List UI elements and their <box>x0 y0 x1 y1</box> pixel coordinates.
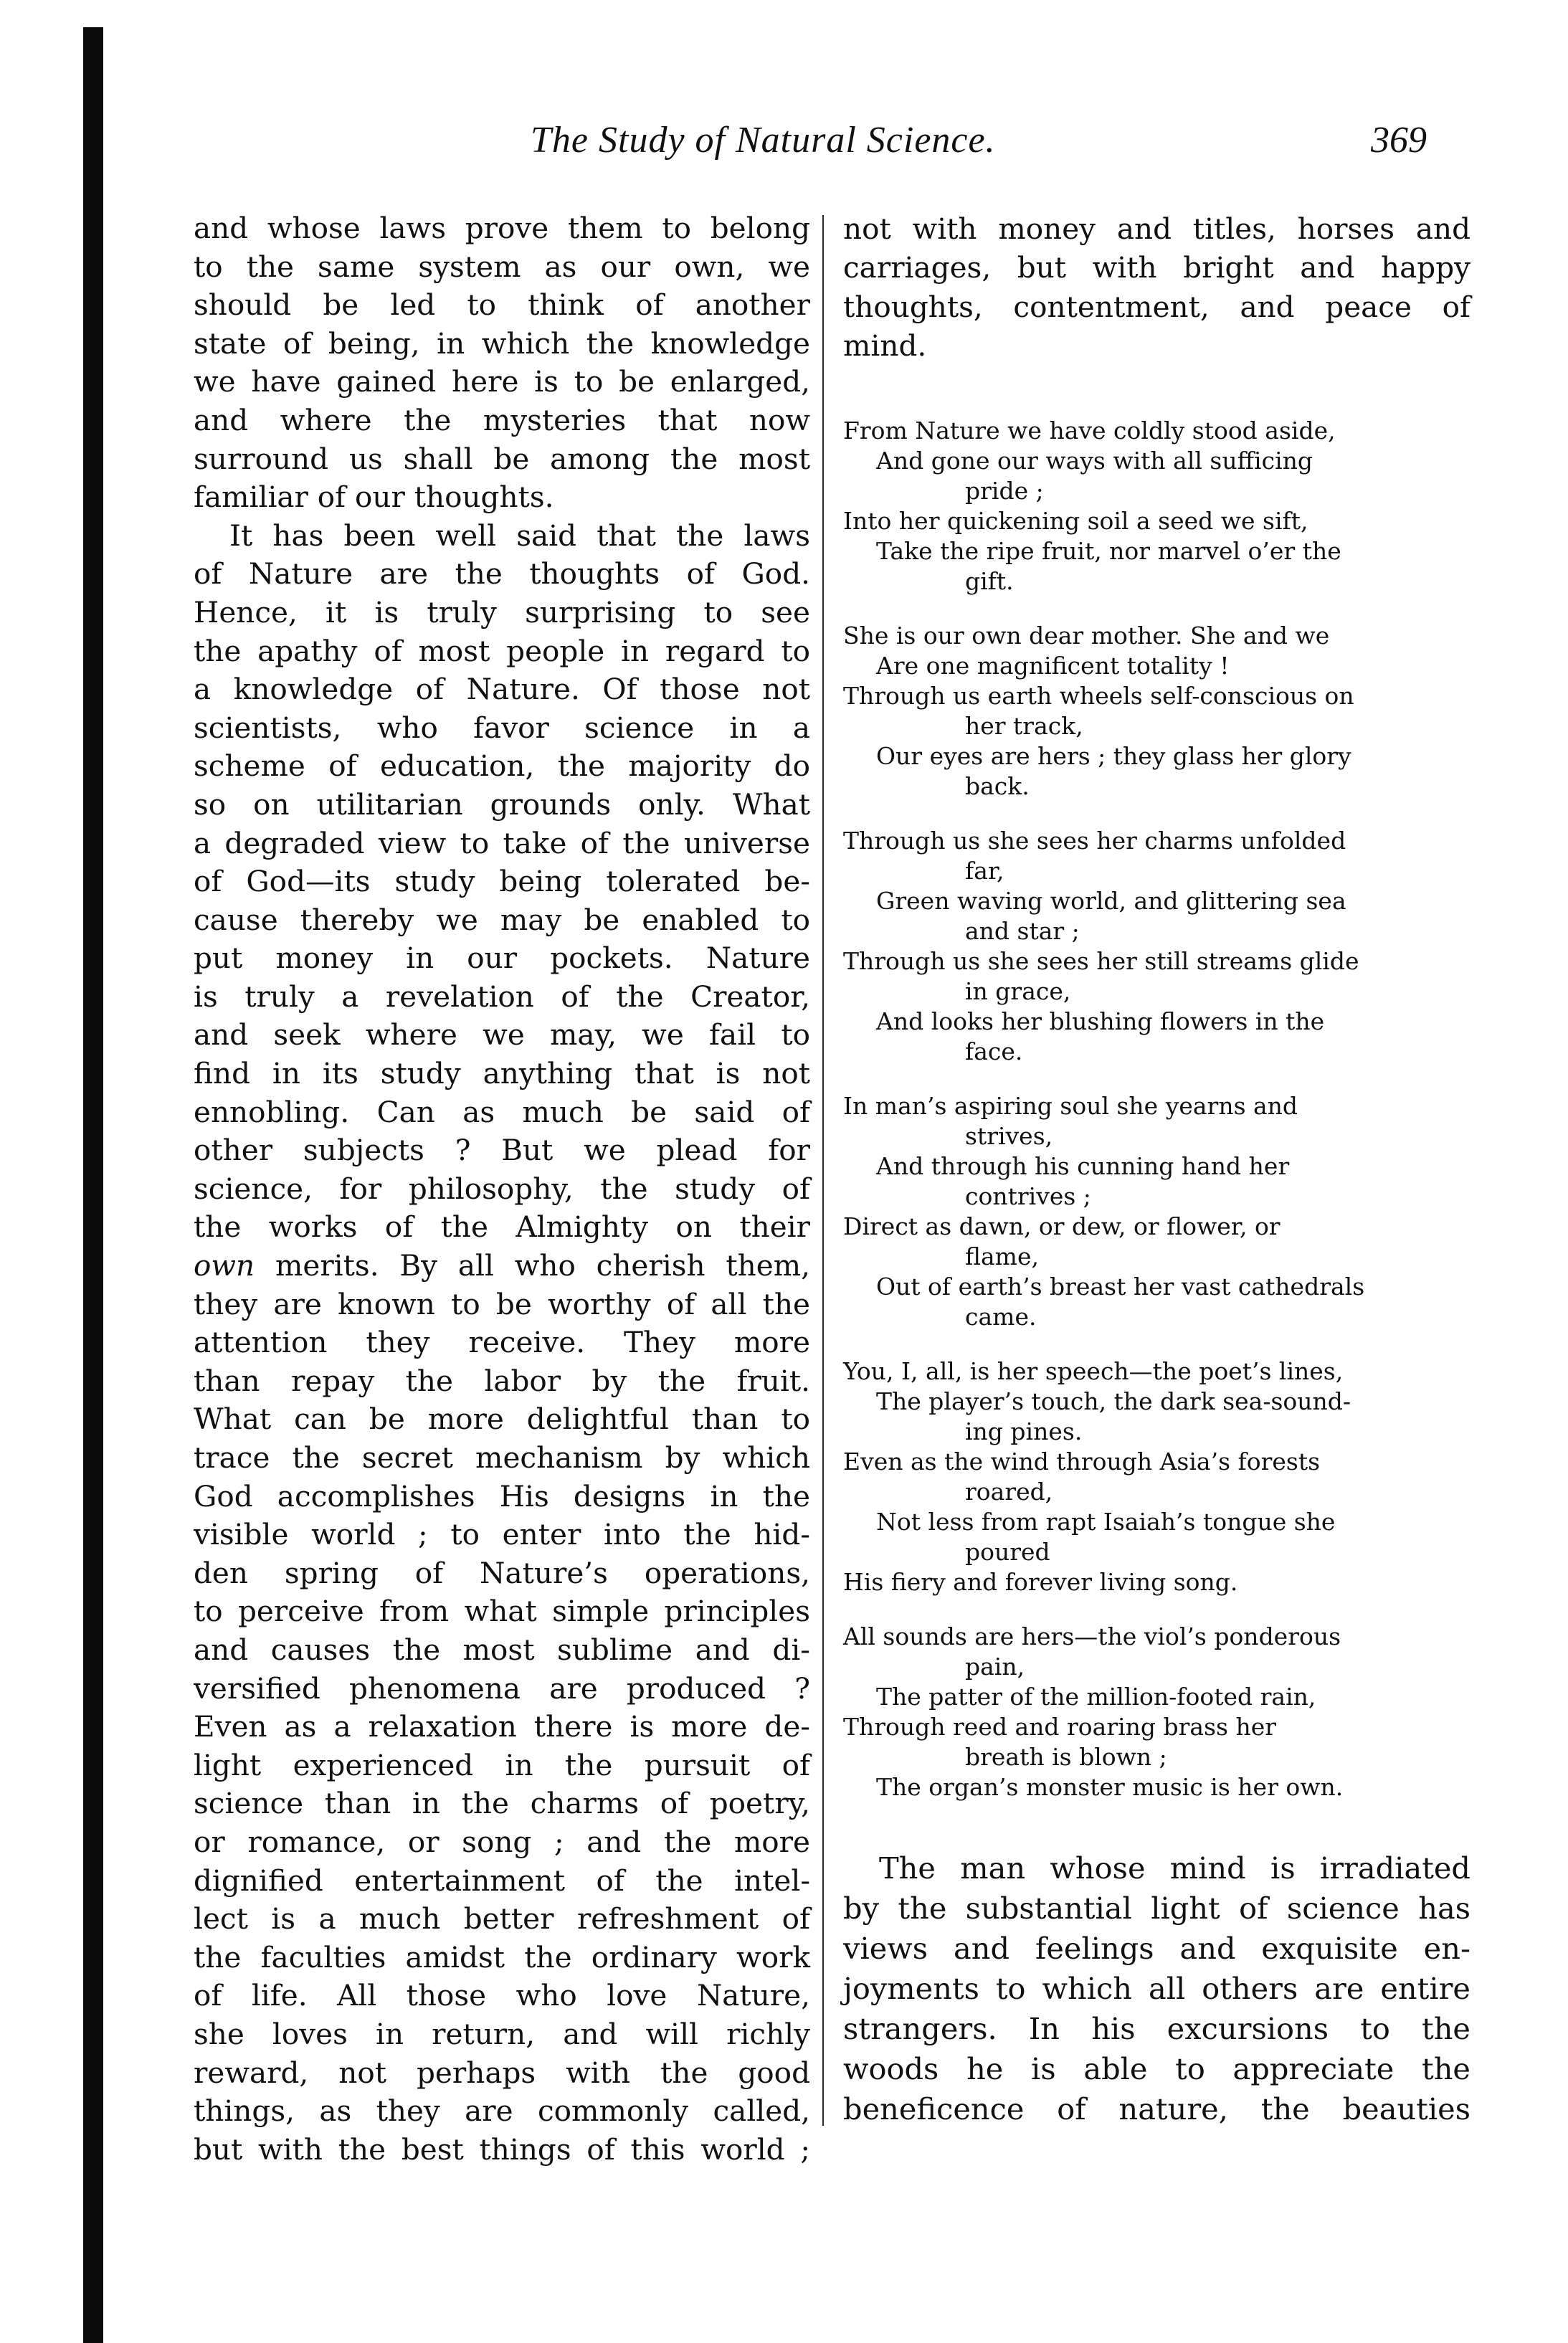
text-line: ennobling. Can as much be said of <box>194 1094 810 1129</box>
text-line: and whose laws prove them to belong <box>194 211 810 245</box>
emphasized-word: own <box>194 1248 255 1283</box>
text-line: to perceive from what simple principles <box>194 1594 810 1629</box>
poem-line: gift. <box>965 566 1014 595</box>
text-line: than repay the labor by the fruit. <box>194 1363 810 1398</box>
text-line: the apathy of most people in regard to <box>194 633 810 668</box>
poem-line: And gone our ways with all sufficing <box>876 446 1313 475</box>
text-line: by the substantial light of science has <box>843 1890 1470 1926</box>
poem-line: The organ’s monster music is her own. <box>876 1772 1344 1801</box>
text-line: should be led to think of another <box>194 287 810 323</box>
poem-line: Through us she sees her still streams glide <box>843 946 1359 975</box>
text-line: other subjects ? But we plead for <box>194 1133 810 1168</box>
text-line: own merits. By all who cherish them, <box>194 1248 810 1283</box>
text-line: find in its study anything that is not <box>194 1056 810 1091</box>
poem-stanza <box>843 621 1470 802</box>
text-line: den spring of Nature’s operations, <box>194 1555 810 1590</box>
poem-line: contrives ; <box>965 1182 1091 1210</box>
poem-line: in grace, <box>965 976 1071 1005</box>
poem-line: You, I, all, is her speech—the poet’s lines, <box>843 1356 1344 1385</box>
text-line: to the same system as our own, we <box>194 249 810 284</box>
text-line: reward, not perhaps with the good <box>194 2055 810 2090</box>
page-header <box>0 119 1568 169</box>
text-line: joyments to which all others are entire <box>843 1970 1470 2006</box>
poem-line: The player’s touch, the dark sea-sound- <box>876 1387 1351 1415</box>
poem-line: strives, <box>965 1121 1053 1150</box>
text-line: carriages, but with bright and happy <box>843 250 1470 285</box>
text-line: is truly a revelation of the Creator, <box>194 979 810 1014</box>
poem-line: His fiery and forever living song. <box>843 1567 1238 1596</box>
text-line: and causes the most sublime and di- <box>194 1632 810 1667</box>
poem-line: poured <box>965 1537 1050 1566</box>
poem-line: roared, <box>965 1477 1053 1506</box>
page-binding-edge <box>83 27 103 2343</box>
poem-line: She is our own dear mother. She and we <box>843 621 1330 650</box>
text-line: so on utilitarian grounds only. What <box>194 786 810 822</box>
poem-line: pain, <box>965 1652 1025 1681</box>
text-line: views and feelings and exquisite en- <box>843 1930 1470 1966</box>
text-line: things, as they are commonly called, <box>194 2094 810 2129</box>
text-line: they are known to be worthy of all the <box>194 1286 810 1321</box>
text-line: the faculties amidst the ordinary work <box>194 1939 810 1974</box>
poem-line: And through his cunning hand her <box>876 1151 1290 1180</box>
text-line: not with money and titles, horses and <box>843 212 1470 246</box>
poem-line: From Nature we have coldly stood aside, <box>843 416 1336 445</box>
text-line: science than in the charms of poetry, <box>194 1786 810 1821</box>
text-line: Hence, it is truly surprising to see <box>194 594 810 629</box>
poem-line: and star ; <box>965 916 1080 945</box>
text-line: surround us shall be among the most <box>194 441 810 476</box>
text-line: put money in our pockets. Nature <box>194 941 810 976</box>
poem-line: Through us she sees her charms unfolded <box>843 826 1346 855</box>
poem-line: In man’s aspiring soul she yearns and <box>843 1091 1298 1120</box>
poem-line: breath is blown ; <box>965 1742 1167 1771</box>
text-line: light experienced in the pursuit of <box>194 1747 810 1782</box>
text-line: Even as a relaxation there is more de- <box>194 1709 810 1744</box>
text-line: or romance, or song ; and the more <box>194 1824 810 1859</box>
text-line: God accomplishes His designs in the <box>194 1478 810 1513</box>
text-line: dignified entertainment of the intel- <box>194 1863 810 1898</box>
text-line: scheme of education, the majority do <box>194 748 810 784</box>
poem-stanza <box>843 1622 1470 1802</box>
text-line: What can be more delightful than to <box>194 1402 810 1437</box>
poem-line: And looks her blushing flowers in the <box>876 1007 1325 1035</box>
running-title: The Study of Natural Science. <box>531 120 996 161</box>
poem-line: Take the ripe fruit, nor marvel o’er the <box>876 536 1341 565</box>
poem-stanza <box>843 826 1470 1067</box>
left-column <box>194 209 810 2169</box>
poem-line: her track, <box>965 711 1083 740</box>
text-line: thoughts, contentment, and peace of <box>843 289 1470 324</box>
text-line: cause thereby we may be enabled to <box>194 902 810 937</box>
text-line: the works of the Almighty on their <box>194 1209 810 1245</box>
poem-line: Green waving world, and glittering sea <box>876 886 1346 915</box>
text-line: familiar of our thoughts. <box>194 480 554 515</box>
right-column <box>843 209 1470 2129</box>
text-line: strangers. In his excursions to the <box>843 2010 1470 2046</box>
page-number: 369 <box>1371 120 1427 161</box>
poem-line: Even as the wind through Asia’s forests <box>843 1447 1321 1475</box>
text-line: of God—its study being tolerated be- <box>194 864 810 899</box>
poem-line: face. <box>965 1037 1023 1065</box>
text-line: and where the mysteries that now <box>194 402 810 437</box>
column-divider <box>822 215 824 2126</box>
poem-line: All sounds are hers—the viol’s ponderous <box>843 1622 1341 1650</box>
poem-line: Through reed and roaring brass her <box>843 1712 1277 1741</box>
text-line: she loves in return, and will richly <box>194 2016 810 2051</box>
text-line: beneficence of nature, the beauties <box>843 2091 1470 2126</box>
text-line: scientists, who favor science in a <box>194 710 810 745</box>
poem-line: Not less from rapt Isaiah’s tongue she <box>876 1507 1336 1536</box>
text-line: of Nature are the thoughts of God. <box>194 556 810 591</box>
poem-line: back. <box>965 771 1030 800</box>
text-line: The man whose mind is irradiated <box>879 1850 1470 1886</box>
poem-line: Direct as dawn, or dew, or flower, or <box>843 1212 1280 1240</box>
poem-stanza <box>843 416 1470 597</box>
poem-stanza <box>843 1091 1470 1332</box>
poem-line: far, <box>965 856 1004 885</box>
text-line: versified phenomena are produced ? <box>194 1670 810 1706</box>
text-line: trace the secret mechanism by which <box>194 1440 810 1475</box>
poem-line: The patter of the million-footed rain, <box>876 1682 1316 1711</box>
text-line: of life. All those who love Nature, <box>194 1978 810 2013</box>
text-line: and seek where we may, we fail to <box>194 1017 810 1052</box>
poem-line: ing pines. <box>965 1417 1083 1445</box>
text-line: state of being, in which the knowledge <box>194 325 810 361</box>
text-line: science, for philosophy, the study of <box>194 1171 810 1206</box>
text-line: lect is a much better refreshment of <box>194 1901 810 1936</box>
poem-stanza <box>843 1356 1470 1597</box>
text-line: visible world ; to enter into the hid- <box>194 1517 810 1552</box>
poem-line: Are one magnificent totality ! <box>876 651 1230 680</box>
text-line: a knowledge of Nature. Of those not <box>194 672 810 707</box>
poem <box>843 416 1470 1802</box>
text-line: It has been well said that the laws <box>229 518 810 553</box>
text-line: a degraded view to take of the universe <box>194 825 810 860</box>
poem-line: Our eyes are hers ; they glass her glory <box>876 741 1351 770</box>
text-line: but with the best things of this world ; <box>194 2131 810 2167</box>
right-column-prose-top <box>843 209 1470 366</box>
text-line: mind. <box>843 328 927 363</box>
text-line: woods he is able to appreciate the <box>843 2050 1470 2086</box>
text-line: attention they receive. They more <box>194 1325 810 1360</box>
poem-line: pride ; <box>965 476 1044 505</box>
poem-line: Out of earth’s breast her vast cathedrals <box>876 1272 1365 1301</box>
text-line: we have gained here is to be enlarged, <box>194 364 810 399</box>
poem-line: flame, <box>965 1242 1039 1270</box>
poem-line: Through us earth wheels self-conscious on <box>843 681 1354 710</box>
poem-line: came. <box>965 1302 1037 1331</box>
right-column-prose-bottom <box>843 1848 1470 2129</box>
poem-line: Into her quickening soil a seed we sift, <box>843 506 1308 535</box>
